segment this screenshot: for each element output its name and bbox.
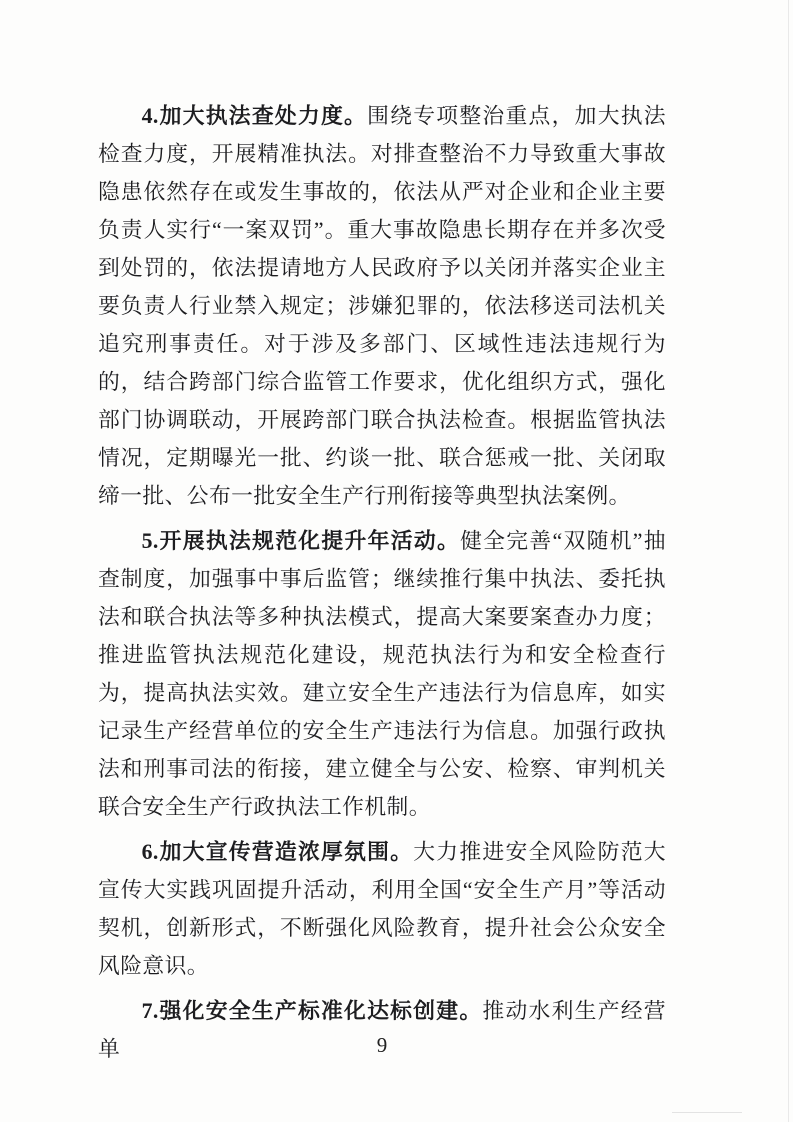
page-number: 9: [376, 1033, 388, 1057]
paragraph-5-body: 健全完善“双随机”抽查制度，加强事中事后监管；继续推行集中执法、委托执法和联合执法等多种执法模式，提高大案要案查办力度；推进监管执法规范化建设，规范执法行为和安全检查行为，提高执法实效。建立安全生产违法行为信息库，如实记录生产经营单位的安全生产违法行为信息。加强行政执法和刑事司法的衔接，建立健全与公安、检察、审判机关联合安全生产行政执法工作机制。: [98, 529, 666, 819]
document-body: [98, 97, 666, 1068]
paragraph-6: [98, 833, 666, 985]
scan-edge-artifact: [788, 0, 789, 1122]
scan-mark-artifact: [672, 1112, 742, 1113]
paragraph-7-title: 7.强化安全生产标准化达标创建。: [141, 999, 483, 1023]
paragraph-4: [98, 97, 666, 515]
paragraph-6-body: 大力推进安全风险防范大宣传大实践巩固提升活动，利用全国“安全生产月”等活动契机，创新形式，不断强化风险教育，提升社会公众安全风险意识。: [98, 840, 666, 978]
paragraph-4-body: 围绕专项整治重点，加大执法检查力度，开展精准执法。对排查整治不力导致重大事故隐患依然存在或发生事故的，依法从严对企业和企业主要负责人实行“一案双罚”。重大事故隐患长期存在并多次受到处罚的，依法提请地方人民政府予以关闭并落实企业主要负责人行业禁入规定；涉嫌犯罪的，依法移送司法机关追究刑事责任。对于涉及多部门、区域性违法违规行为的，结合跨部门综合监管工作要求，优化组织方式，强化部门协调联动，开展跨部门联合执法检查。根据监管执法情况，定期曝光一批、约谈一批、联合惩戒一批、关闭取缔一批、公布一批安全生产行刑衔接等典型执法案例。: [98, 104, 667, 508]
paragraph-5: [98, 522, 666, 826]
paragraph-6-title: 6.加大宣传营造浓厚氛围。: [141, 840, 414, 864]
paragraph-5-title: 5.开展执法规范化提升年活动。: [141, 529, 461, 553]
paragraph-7-body: 推动水利生产经营单: [98, 999, 667, 1061]
paragraph-4-title: 4.加大执法查处力度。: [141, 104, 368, 128]
